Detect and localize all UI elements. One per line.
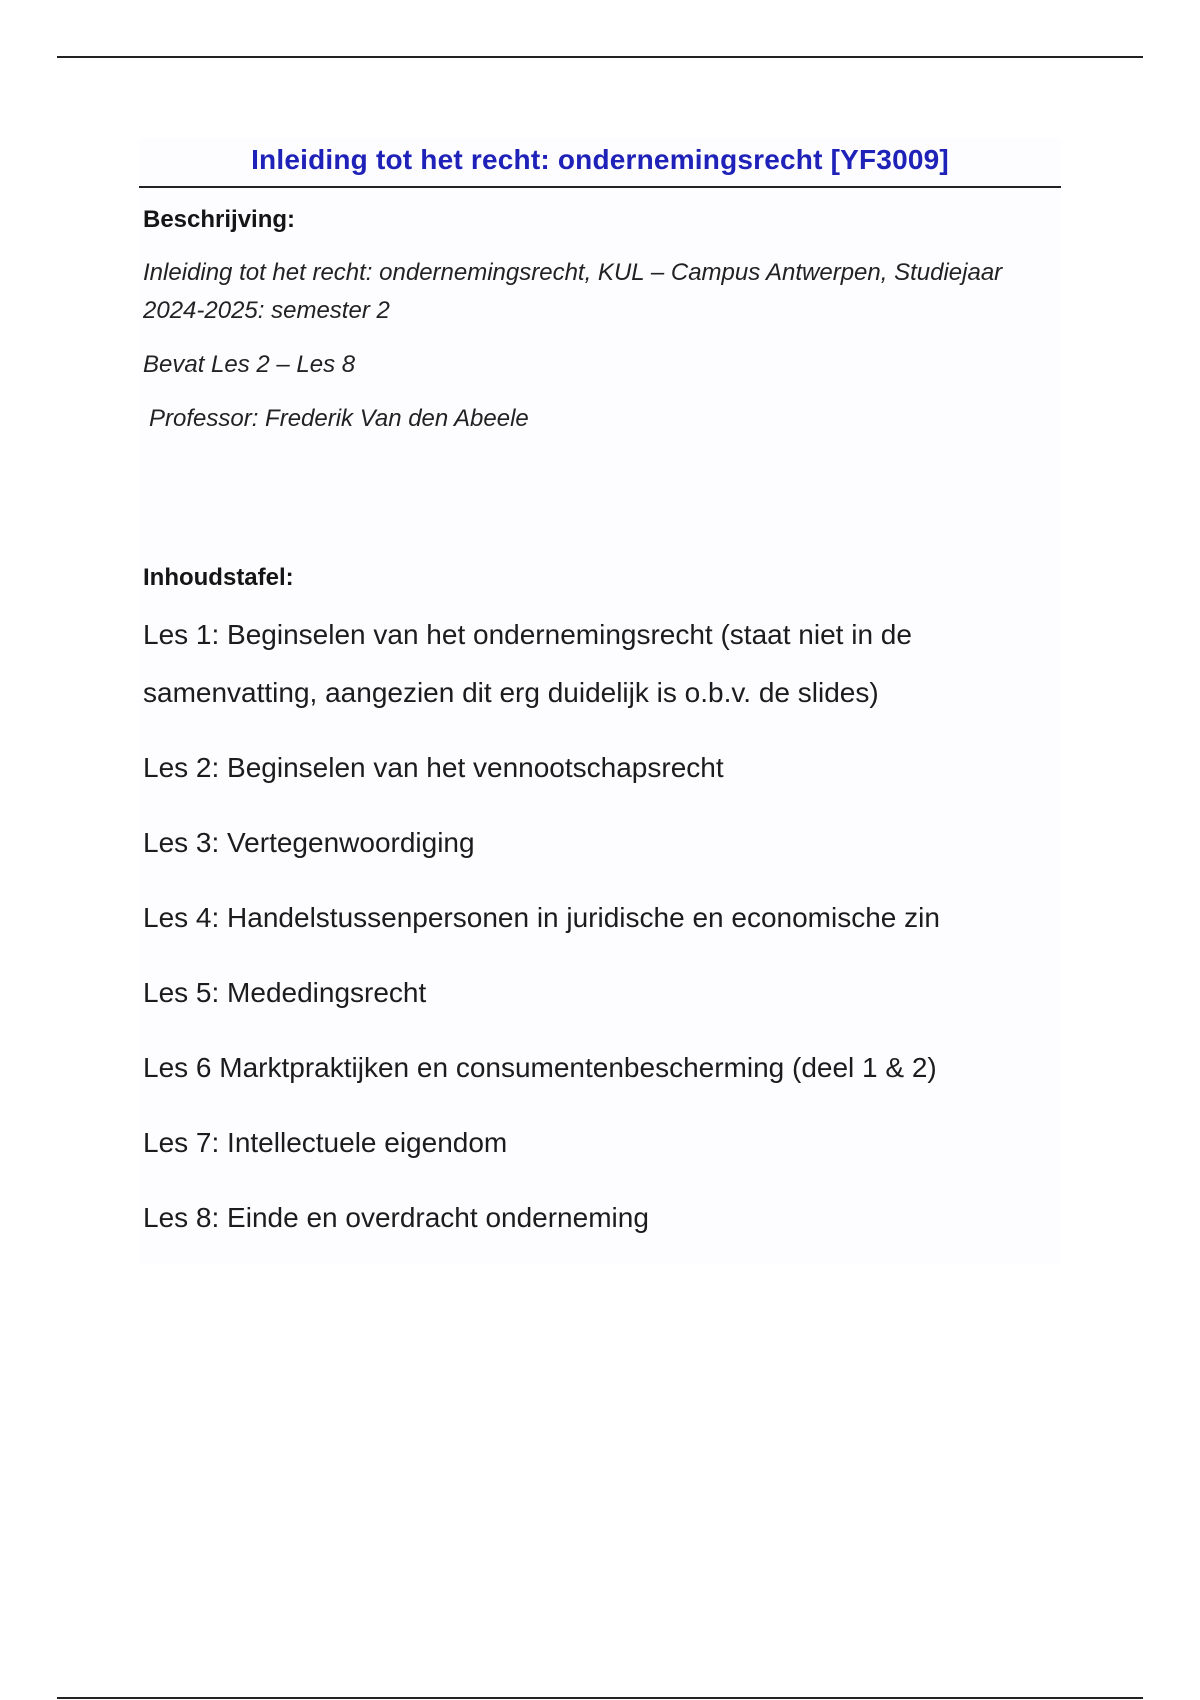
- description-contents-line: Bevat Les 2 – Les 8: [143, 351, 356, 378]
- description-course-line: Inleiding tot het recht: ondernemingsrecht, KUL – Campus Antwerpen, Studiejaar 2024-2025: semester 2: [143, 259, 1003, 324]
- description-professor-line: Professor: Frederik Van den Abeele: [149, 405, 529, 432]
- document-content: [139, 138, 1061, 1264]
- toc-label: Inhoudstafel:: [143, 564, 294, 591]
- toc-item-les-1: Les 1: Beginselen van het ondernemingsrecht (staat niet in de samenvatting, aangezien dit erg duidelijk is o.b.v. de slides): [143, 619, 912, 708]
- page-bottom-rule: [57, 1697, 1143, 1699]
- table-of-contents: [143, 606, 1057, 1247]
- toc-item-les-3: Les 3: Vertegenwoordiging: [143, 827, 475, 858]
- toc-item-les-6: Les 6 Marktpraktijken en consumentenbescherming (deel 1 & 2): [143, 1052, 937, 1083]
- toc-item-les-4: Les 4: Handelstussenpersonen in juridische en economische zin: [143, 902, 940, 933]
- toc-item-les-2: Les 2: Beginselen van het vennootschapsrecht: [143, 752, 724, 783]
- toc-item-les-7: Les 7: Intellectuele eigendom: [143, 1127, 508, 1158]
- toc-item-les-8: Les 8: Einde en overdracht onderneming: [143, 1202, 649, 1233]
- description-label: Beschrijving:: [143, 206, 296, 233]
- document-title: Inleiding tot het recht: ondernemingsrecht [YF3009]: [139, 138, 1061, 188]
- page-top-rule: [57, 56, 1143, 58]
- toc-item-les-5: Les 5: Mededingsrecht: [143, 977, 427, 1008]
